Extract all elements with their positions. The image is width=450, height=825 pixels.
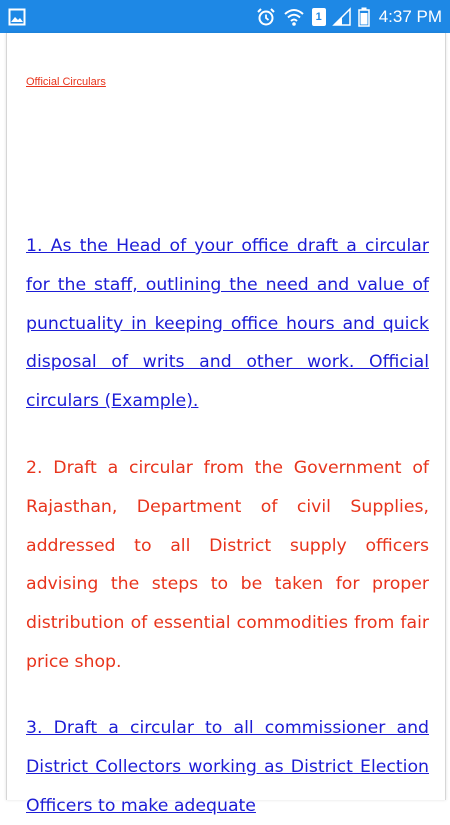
circular-item-2-text: 2. Draft a circular from the Government of Rajasthan, Department of civil Supplies, addressed to all District supply officers advising the steps to be taken for proper distribution of essential commodities from fair price shop. <box>26 458 429 672</box>
image-icon <box>8 8 26 26</box>
battery-icon <box>358 7 370 27</box>
alarm-icon <box>256 7 276 27</box>
article-page <box>6 33 446 816</box>
breadcrumb-official-circulars[interactable]: Official Circulars <box>26 76 106 88</box>
circular-item-1-link[interactable]: 1. As the Head of your office draft a circular for the staff, outlining the need and value of punctuality in keeping office hours and quick disposal of writs and other work. Official circulars (Example). <box>26 236 429 412</box>
clock: 4:37 PM <box>378 6 442 26</box>
circular-item-3-link[interactable]: 3. Draft a circular to all commissioner and District Collectors working as District Election Officers to make adequate <box>26 718 429 816</box>
signal-icon <box>333 8 351 26</box>
wifi-icon <box>283 7 305 27</box>
status-bar <box>0 0 450 33</box>
sim-icon: 1 <box>312 8 326 26</box>
